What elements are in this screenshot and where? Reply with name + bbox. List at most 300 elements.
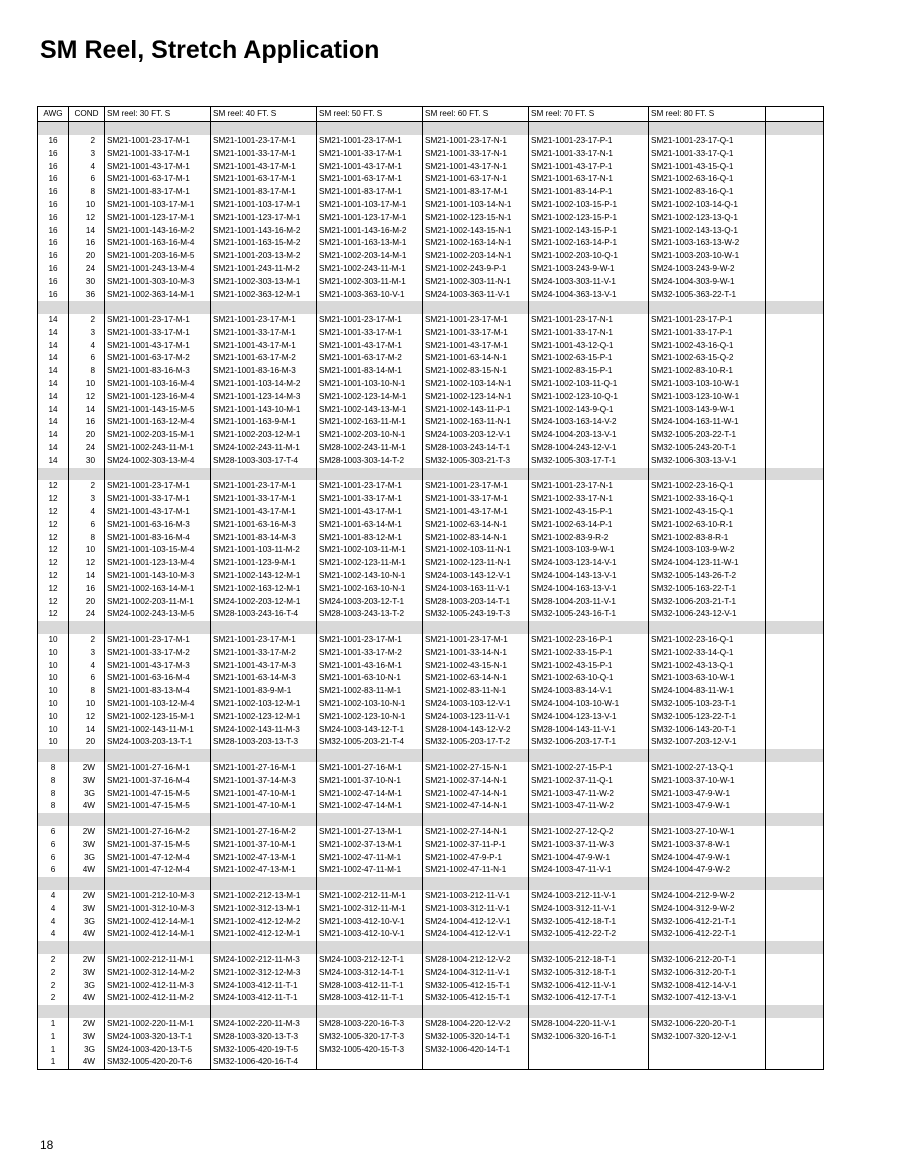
cell-cond: 4 (69, 340, 105, 353)
cell-30ft: SM21-1001-83-16-M-4 (105, 532, 211, 545)
cell-blank (766, 404, 824, 417)
group-separator-row (38, 941, 824, 954)
cell-blank (766, 967, 824, 980)
separator-cell (766, 813, 824, 826)
cell-30ft: SM21-1001-47-15-M-5 (105, 787, 211, 800)
cell-70ft: SM21-1002-123-15-P-1 (529, 212, 649, 225)
cell-cond: 3W (69, 967, 105, 980)
cell-blank (766, 148, 824, 161)
cell-80ft: SM21-1003-143-9-W-1 (649, 404, 766, 417)
cell-cond: 10 (69, 199, 105, 212)
cell-60ft: SM21-1002-123-14-N-1 (423, 391, 529, 404)
cell-40ft: SM21-1001-123-9-M-1 (211, 557, 317, 570)
cell-awg: 4 (38, 903, 69, 916)
cell-70ft: SM32-1005-312-18-T-1 (529, 967, 649, 980)
cell-40ft: SM21-1001-143-10-M-1 (211, 404, 317, 417)
separator-cell (649, 877, 766, 890)
group-separator-row (38, 122, 824, 135)
cell-30ft: SM21-1001-83-16-M-3 (105, 365, 211, 378)
cell-80ft: SM32-1006-203-21-T-1 (649, 595, 766, 608)
cell-60ft: SM21-1003-312-11-V-1 (423, 903, 529, 916)
separator-cell (766, 749, 824, 762)
cell-blank (766, 736, 824, 749)
table-row (38, 711, 824, 724)
cell-80ft (649, 1056, 766, 1069)
cell-40ft: SM21-1001-63-16-M-3 (211, 519, 317, 532)
cell-50ft: SM21-1001-23-17-M-1 (317, 480, 423, 493)
cell-60ft: SM28-1003-203-14-T-1 (423, 595, 529, 608)
cell-30ft: SM21-1001-43-17-M-3 (105, 659, 211, 672)
cell-40ft: SM21-1001-43-17-M-3 (211, 659, 317, 672)
cell-30ft: SM21-1001-63-16-M-4 (105, 672, 211, 685)
separator-cell (317, 621, 423, 634)
cell-cond: 30 (69, 276, 105, 289)
cell-60ft: SM24-1003-103-12-V-1 (423, 698, 529, 711)
cell-cond: 2W (69, 954, 105, 967)
table-row (38, 493, 824, 506)
cell-cond: 20 (69, 429, 105, 442)
cell-40ft: SM21-1001-23-17-M-1 (211, 135, 317, 148)
cell-50ft: SM21-1001-63-14-M-1 (317, 519, 423, 532)
cell-70ft: SM32-1005-303-17-T-1 (529, 455, 649, 468)
cell-60ft: SM21-1002-63-14-N-1 (423, 519, 529, 532)
cell-cond: 3W (69, 1031, 105, 1044)
cell-60ft: SM32-1005-412-15-T-1 (423, 992, 529, 1005)
cell-80ft: SM32-1006-312-20-T-1 (649, 967, 766, 980)
cell-cond: 8 (69, 365, 105, 378)
cell-blank (766, 493, 824, 506)
cell-30ft: SM21-1001-303-10-M-3 (105, 276, 211, 289)
cell-awg: 4 (38, 915, 69, 928)
cell-blank (766, 851, 824, 864)
table-row (38, 455, 824, 468)
table-row (38, 186, 824, 199)
cell-cond: 2 (69, 480, 105, 493)
cell-cond: 2 (69, 314, 105, 327)
cell-70ft: SM21-1002-27-15-P-1 (529, 762, 649, 775)
cell-80ft: SM32-1007-412-13-V-1 (649, 992, 766, 1005)
separator-cell (211, 122, 317, 135)
page-number: 18 (40, 1138, 54, 1152)
separator-cell (649, 122, 766, 135)
cell-70ft: SM24-1004-103-10-W-1 (529, 698, 649, 711)
cell-80ft: SM32-1006-220-20-T-1 (649, 1018, 766, 1031)
cell-80ft: SM21-1003-163-13-W-2 (649, 237, 766, 250)
cell-80ft: SM24-1004-123-11-W-1 (649, 557, 766, 570)
cell-30ft: SM21-1001-47-12-M-4 (105, 864, 211, 877)
cell-60ft: SM24-1004-412-12-V-1 (423, 928, 529, 941)
table-row (38, 659, 824, 672)
cell-awg: 10 (38, 659, 69, 672)
separator-cell (529, 749, 649, 762)
cell-cond: 16 (69, 237, 105, 250)
cell-60ft: SM21-1001-23-17-M-1 (423, 314, 529, 327)
cell-cond: 24 (69, 263, 105, 276)
cell-50ft: SM21-1001-27-13-M-1 (317, 826, 423, 839)
cell-cond: 2W (69, 762, 105, 775)
cell-80ft: SM21-1002-43-13-Q-1 (649, 659, 766, 672)
separator-cell (529, 941, 649, 954)
cell-70ft: SM24-1003-303-11-V-1 (529, 276, 649, 289)
cell-70ft: SM21-1002-83-15-P-1 (529, 365, 649, 378)
table-row (38, 672, 824, 685)
cell-70ft: SM32-1005-412-18-T-1 (529, 915, 649, 928)
cell-60ft: SM21-1001-63-17-N-1 (423, 173, 529, 186)
group-separator-row (38, 813, 824, 826)
cell-80ft: SM21-1002-83-8-R-1 (649, 532, 766, 545)
cell-80ft: SM21-1002-83-10-R-1 (649, 365, 766, 378)
cell-awg: 14 (38, 378, 69, 391)
cell-blank (766, 954, 824, 967)
cell-70ft: SM32-1005-212-18-T-1 (529, 954, 649, 967)
cell-40ft: SM21-1001-63-17-M-2 (211, 352, 317, 365)
cell-awg: 1 (38, 1018, 69, 1031)
cell-50ft: SM21-1002-47-14-M-1 (317, 787, 423, 800)
cell-40ft: SM21-1001-43-17-M-1 (211, 160, 317, 173)
cell-blank (766, 915, 824, 928)
cell-40ft: SM21-1001-23-17-M-1 (211, 314, 317, 327)
separator-cell (423, 468, 529, 481)
cell-30ft: SM21-1001-83-17-M-1 (105, 186, 211, 199)
cell-30ft: SM21-1001-163-12-M-4 (105, 416, 211, 429)
cell-40ft: SM21-1001-143-16-M-2 (211, 224, 317, 237)
cell-40ft: SM32-1005-420-19-T-5 (211, 1043, 317, 1056)
cell-60ft: SM21-1002-47-14-N-1 (423, 800, 529, 813)
cell-70ft: SM28-1004-220-11-V-1 (529, 1018, 649, 1031)
cell-cond: 4W (69, 800, 105, 813)
cell-50ft: SM21-1002-103-11-M-1 (317, 544, 423, 557)
separator-cell (766, 941, 824, 954)
cell-40ft: SM21-1002-123-12-M-1 (211, 711, 317, 724)
separator-cell (38, 813, 69, 826)
cell-50ft: SM21-1002-123-11-M-1 (317, 557, 423, 570)
cell-cond: 12 (69, 391, 105, 404)
cell-blank (766, 442, 824, 455)
cell-50ft: SM21-1001-33-17-M-1 (317, 327, 423, 340)
table-row (38, 352, 824, 365)
cell-30ft: SM21-1001-37-16-M-4 (105, 775, 211, 788)
cell-blank (766, 762, 824, 775)
cell-80ft: SM21-1003-37-8-W-1 (649, 839, 766, 852)
separator-cell (649, 941, 766, 954)
cell-50ft: SM21-1001-103-17-M-1 (317, 199, 423, 212)
cell-70ft: SM24-1003-312-11-V-1 (529, 903, 649, 916)
cell-30ft: SM21-1001-312-10-M-3 (105, 903, 211, 916)
cell-cond: 14 (69, 570, 105, 583)
cell-cond: 4W (69, 992, 105, 1005)
cell-30ft: SM21-1002-220-11-M-1 (105, 1018, 211, 1031)
cell-awg: 12 (38, 557, 69, 570)
cell-30ft: SM21-1001-47-12-M-4 (105, 851, 211, 864)
cell-awg: 12 (38, 519, 69, 532)
table-row (38, 327, 824, 340)
cell-cond: 8 (69, 532, 105, 545)
cell-60ft: SM21-1002-103-14-N-1 (423, 378, 529, 391)
cell-50ft: SM21-1002-203-10-N-1 (317, 429, 423, 442)
cell-80ft: SM24-1004-47-9-W-2 (649, 864, 766, 877)
cell-60ft: SM21-1001-33-17-N-1 (423, 148, 529, 161)
separator-cell (423, 813, 529, 826)
cell-awg: 8 (38, 762, 69, 775)
cell-80ft: SM21-1001-23-17-Q-1 (649, 135, 766, 148)
cell-40ft: SM21-1001-37-14-M-3 (211, 775, 317, 788)
cell-awg: 8 (38, 775, 69, 788)
cell-40ft: SM21-1001-33-17-M-1 (211, 148, 317, 161)
cell-50ft: SM21-1001-43-17-M-1 (317, 160, 423, 173)
cell-50ft: SM21-1001-23-17-M-1 (317, 314, 423, 327)
cell-80ft: SM21-1001-33-17-Q-1 (649, 148, 766, 161)
cell-cond: 3W (69, 903, 105, 916)
cell-70ft: SM21-1003-47-11-W-2 (529, 800, 649, 813)
cell-blank (766, 519, 824, 532)
cell-50ft: SM21-1001-43-16-M-1 (317, 659, 423, 672)
table-row (38, 212, 824, 225)
cell-blank (766, 365, 824, 378)
cell-blank (766, 711, 824, 724)
cell-blank (766, 199, 824, 212)
cell-30ft: SM21-1001-63-16-M-3 (105, 519, 211, 532)
cell-30ft: SM21-1001-243-13-M-4 (105, 263, 211, 276)
cell-70ft: SM24-1004-203-13-V-1 (529, 429, 649, 442)
cell-30ft: SM21-1001-123-13-M-4 (105, 557, 211, 570)
column-header-cond: COND (69, 107, 105, 122)
cell-cond: 14 (69, 224, 105, 237)
separator-cell (529, 122, 649, 135)
cell-30ft: SM21-1001-212-10-M-3 (105, 890, 211, 903)
separator-cell (649, 621, 766, 634)
cell-blank (766, 800, 824, 813)
separator-cell (211, 941, 317, 954)
cell-50ft: SM21-1002-83-11-M-1 (317, 685, 423, 698)
cell-70ft: SM28-1004-143-11-V-1 (529, 723, 649, 736)
separator-cell (69, 468, 105, 481)
cell-60ft: SM21-1001-23-17-N-1 (423, 135, 529, 148)
cell-cond: 4W (69, 864, 105, 877)
table-row (38, 365, 824, 378)
cell-50ft: SM21-1001-103-10-N-1 (317, 378, 423, 391)
cell-cond: 6 (69, 352, 105, 365)
cell-80ft: SM21-1002-123-13-Q-1 (649, 212, 766, 225)
cell-30ft: SM21-1001-103-12-M-4 (105, 698, 211, 711)
cell-50ft: SM28-1003-220-16-T-3 (317, 1018, 423, 1031)
cell-60ft: SM21-1001-103-14-N-1 (423, 199, 529, 212)
cell-cond: 3G (69, 1043, 105, 1056)
table-row (38, 1031, 824, 1044)
table-row (38, 928, 824, 941)
cell-70ft: SM32-1006-412-11-V-1 (529, 979, 649, 992)
cell-40ft: SM21-1001-163-9-M-1 (211, 416, 317, 429)
cell-blank (766, 659, 824, 672)
cell-30ft: SM21-1001-23-17-M-1 (105, 314, 211, 327)
cell-80ft: SM24-1004-47-9-W-1 (649, 851, 766, 864)
cell-50ft: SM28-1003-243-13-T-2 (317, 608, 423, 621)
cell-awg: 16 (38, 186, 69, 199)
cell-40ft: SM28-1003-303-17-T-4 (211, 455, 317, 468)
separator-cell (105, 468, 211, 481)
table-row (38, 570, 824, 583)
cell-40ft: SM21-1001-43-17-M-1 (211, 506, 317, 519)
cell-cond: 2 (69, 135, 105, 148)
cell-80ft: SM32-1005-103-23-T-1 (649, 698, 766, 711)
separator-cell (529, 877, 649, 890)
cell-80ft: SM21-1001-43-15-Q-1 (649, 160, 766, 173)
cell-awg: 10 (38, 685, 69, 698)
separator-cell (211, 621, 317, 634)
cell-40ft: SM21-1001-103-11-M-2 (211, 544, 317, 557)
cell-50ft: SM21-1002-312-11-M-1 (317, 903, 423, 916)
cell-60ft (423, 1056, 529, 1069)
cell-70ft: SM24-1004-363-13-V-1 (529, 288, 649, 301)
cell-cond: 16 (69, 583, 105, 596)
cell-80ft: SM21-1003-37-10-W-1 (649, 775, 766, 788)
cell-40ft: SM21-1002-47-13-M-1 (211, 851, 317, 864)
cell-40ft: SM21-1002-303-13-M-1 (211, 276, 317, 289)
cell-80ft: SM32-1006-303-13-V-1 (649, 455, 766, 468)
cell-blank (766, 224, 824, 237)
cell-blank (766, 570, 824, 583)
cell-40ft: SM21-1002-103-12-M-1 (211, 698, 317, 711)
cell-50ft: SM21-1001-83-14-M-1 (317, 365, 423, 378)
cell-blank (766, 506, 824, 519)
cell-50ft: SM21-1001-163-13-M-1 (317, 237, 423, 250)
cell-40ft: SM21-1002-363-12-M-1 (211, 288, 317, 301)
cell-40ft: SM21-1001-83-16-M-3 (211, 365, 317, 378)
cell-30ft: SM21-1001-43-17-M-1 (105, 506, 211, 519)
cell-80ft: SM21-1002-43-16-Q-1 (649, 340, 766, 353)
cell-30ft: SM21-1001-103-15-M-4 (105, 544, 211, 557)
cell-60ft: SM24-1004-412-12-V-1 (423, 915, 529, 928)
cell-awg: 14 (38, 391, 69, 404)
cell-30ft: SM24-1003-420-13-T-5 (105, 1043, 211, 1056)
cell-cond: 3 (69, 647, 105, 660)
cell-40ft: SM21-1001-123-17-M-1 (211, 212, 317, 225)
cell-60ft: SM32-1006-420-14-T-1 (423, 1043, 529, 1056)
cell-cond: 6 (69, 519, 105, 532)
cell-awg: 16 (38, 237, 69, 250)
cell-70ft: SM21-1002-103-15-P-1 (529, 199, 649, 212)
cell-awg: 6 (38, 826, 69, 839)
cell-80ft: SM32-1005-123-22-T-1 (649, 711, 766, 724)
cell-30ft: SM21-1002-163-14-M-1 (105, 583, 211, 596)
cell-70ft: SM21-1001-23-17-N-1 (529, 480, 649, 493)
cell-30ft: SM21-1001-163-16-M-4 (105, 237, 211, 250)
cell-30ft: SM21-1001-37-15-M-5 (105, 839, 211, 852)
cell-cond: 10 (69, 544, 105, 557)
separator-cell (423, 749, 529, 762)
cell-awg: 10 (38, 723, 69, 736)
cell-70ft: SM24-1004-163-13-V-1 (529, 583, 649, 596)
cell-80ft: SM21-1003-47-9-W-1 (649, 800, 766, 813)
cell-50ft: SM21-1001-43-17-M-1 (317, 340, 423, 353)
table-row (38, 775, 824, 788)
cell-40ft: SM21-1001-103-17-M-1 (211, 199, 317, 212)
cell-cond: 6 (69, 672, 105, 685)
separator-cell (317, 877, 423, 890)
cell-blank (766, 378, 824, 391)
cell-60ft: SM32-1005-303-21-T-3 (423, 455, 529, 468)
cell-blank (766, 903, 824, 916)
cell-40ft: SM24-1002-203-12-M-1 (211, 595, 317, 608)
cell-50ft: SM21-1002-212-11-M-1 (317, 890, 423, 903)
cell-awg: 10 (38, 634, 69, 647)
table-row (38, 135, 824, 148)
cell-50ft: SM21-1002-203-14-M-1 (317, 250, 423, 263)
cell-60ft: SM21-1002-47-11-N-1 (423, 864, 529, 877)
cell-70ft: SM24-1004-143-13-V-1 (529, 570, 649, 583)
cell-80ft: SM21-1003-123-10-W-1 (649, 391, 766, 404)
cell-60ft: SM21-1002-123-15-N-1 (423, 212, 529, 225)
cell-80ft: SM32-1006-143-20-T-1 (649, 723, 766, 736)
cell-60ft: SM21-1001-33-17-M-1 (423, 493, 529, 506)
cell-70ft: SM28-1004-203-11-V-1 (529, 595, 649, 608)
separator-cell (317, 122, 423, 135)
separator-cell (766, 877, 824, 890)
cell-blank (766, 1031, 824, 1044)
cell-awg: 12 (38, 570, 69, 583)
separator-cell (211, 749, 317, 762)
cell-70ft: SM21-1001-23-17-N-1 (529, 314, 649, 327)
table-row (38, 864, 824, 877)
cell-awg: 2 (38, 954, 69, 967)
cell-cond: 30 (69, 455, 105, 468)
separator-cell (766, 621, 824, 634)
cell-30ft: SM21-1001-23-17-M-1 (105, 480, 211, 493)
cell-80ft: SM32-1005-143-26-T-2 (649, 570, 766, 583)
cell-awg: 10 (38, 672, 69, 685)
table-row (38, 288, 824, 301)
cell-cond: 4W (69, 1056, 105, 1069)
cell-70ft: SM21-1002-43-15-P-1 (529, 506, 649, 519)
cell-50ft: SM21-1003-412-10-V-1 (317, 915, 423, 928)
cell-50ft: SM21-1001-83-17-M-1 (317, 186, 423, 199)
cell-awg: 14 (38, 327, 69, 340)
cell-awg: 14 (38, 352, 69, 365)
cell-80ft: SM21-1002-63-10-R-1 (649, 519, 766, 532)
cell-60ft: SM21-1001-83-17-M-1 (423, 186, 529, 199)
table-row (38, 634, 824, 647)
cell-blank (766, 173, 824, 186)
cell-70ft: SM24-1003-83-14-V-1 (529, 685, 649, 698)
table-row (38, 263, 824, 276)
cell-40ft: SM21-1001-47-10-M-1 (211, 800, 317, 813)
cell-awg: 12 (38, 595, 69, 608)
table-row (38, 544, 824, 557)
cell-60ft: SM32-1005-203-17-T-2 (423, 736, 529, 749)
cell-50ft: SM32-1005-203-21-T-4 (317, 736, 423, 749)
column-header-awg: AWG (38, 107, 69, 122)
separator-cell (649, 813, 766, 826)
cell-blank (766, 685, 824, 698)
table-row (38, 442, 824, 455)
cell-blank (766, 160, 824, 173)
cell-30ft: SM21-1001-123-17-M-1 (105, 212, 211, 225)
cell-70ft: SM21-1002-83-9-R-2 (529, 532, 649, 545)
cell-50ft: SM21-1002-123-14-M-1 (317, 391, 423, 404)
cell-60ft: SM24-1003-203-12-V-1 (423, 429, 529, 442)
cell-blank (766, 391, 824, 404)
cell-70ft: SM24-1004-123-13-V-1 (529, 711, 649, 724)
cell-80ft: SM24-1004-312-9-W-2 (649, 903, 766, 916)
separator-cell (529, 621, 649, 634)
cell-awg: 10 (38, 647, 69, 660)
cell-cond: 12 (69, 557, 105, 570)
cell-70ft: SM21-1001-43-17-P-1 (529, 160, 649, 173)
table-row (38, 967, 824, 980)
cell-60ft: SM32-1005-243-19-T-3 (423, 608, 529, 621)
cell-awg: 16 (38, 288, 69, 301)
cell-50ft: SM24-1003-212-12-T-1 (317, 954, 423, 967)
cell-40ft: SM21-1002-312-12-M-3 (211, 967, 317, 980)
